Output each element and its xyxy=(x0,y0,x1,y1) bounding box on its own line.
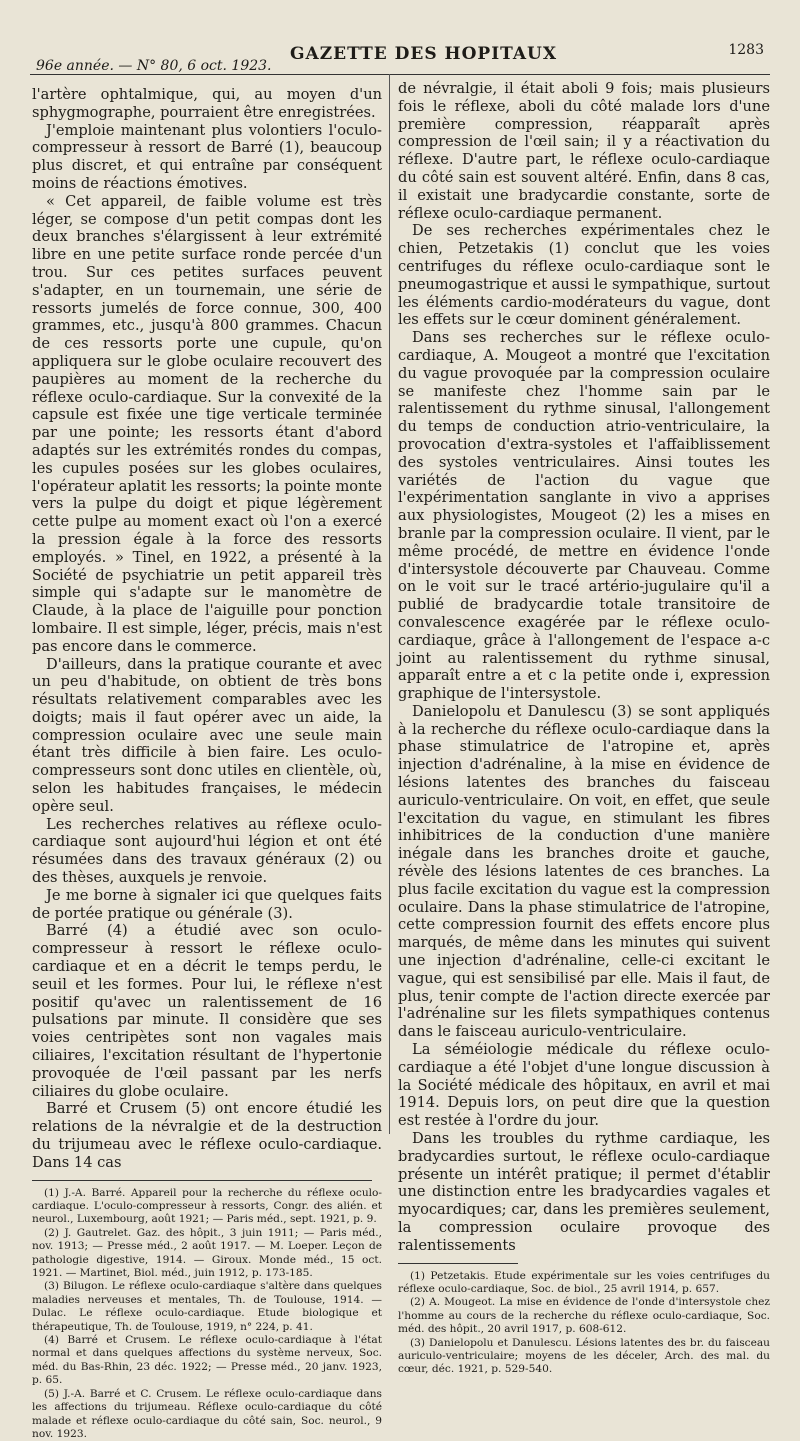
paragraph: D'ailleurs, dans la pratique courante et avec un peu d'habitude, on obtient de très bons résultats relativement comparables avec les doigts; mais il faut opérer avec un aide, la compression oculaire avec une seule main étant très difficile à bien faire. Les oculo-compresseurs sont donc utiles en clientèle, où, selon les habitudes françaises, le médecin opère seul. xyxy=(32,655,382,815)
paragraph: « Cet appareil, de faible volume est très léger, se compose d'un petit compas dont les deux branches s'élargissent à leur extrémité libre en une petite surface ronde percée d'un trou. Sur ces petites surfaces peuvent s'adapter, en un tournemain, une série de ressorts jumelés de force connue, 300, 400 grammes, etc., jusqu'à 800 grammes. Chacun de ces ressorts porte une cupule, qu'on appliquera sur le globe oculaire recouvert des paupières au moment de la recherche du réflexe oculo-cardiaque. Sur la convexité de la capsule est fixée une tige verticale terminée par une pointe; les ressorts étant d'abord adaptés sur les extrémités rondes du compas, les cupules posées sur les globes oculaires, l'opérateur aplatit les ressorts; la pointe monte vers la pulpe du doigt et pique légèrement cette pulpe au moment exact où l'on a exercé la pression égale à la force des ressorts employés. » Tinel, en 1922, a présenté à la Société de psychiatrie un petit appareil très simple qui s'adapte sur le manomètre de Claude, à la place de l'aiguille pour ponction lombaire. Il est simple, léger, précis, mais n'est pas encore dans le commerce. xyxy=(32,192,382,655)
footnote: (1) J.-A. Barré. Appareil pour la recherche du réflexe oculo-cardiaque. L'oculo-compresseur à ressorts, Congr. des alién. et neurol., Luxembourg, août 1921; — Paris méd., sept. 1921, p. 9. xyxy=(32,1186,382,1226)
column-divider xyxy=(389,74,390,1134)
issue-info: 96e année. — N° 80, 6 oct. 1923. xyxy=(36,58,272,74)
paragraph: Barré (4) a étudié avec son oculo-compresseur à ressort le réflexe oculo-cardiaque et en a décrit le temps perdu, le seuil et les formes. Pour lui, le réflexe n'est positif qu'avec un ralentissement de 16 pulsations par minute. Il considère que ses voies centripètes sont non vagales mais ciliaires, l'excitation résultant de l'hypertonie provoquée de l'œil passant par les nerfs ciliaires du globe oculaire. xyxy=(32,922,382,1100)
footnote: (5) J.-A. Barré et C. Crusem. Le réflexe oculo-cardiaque dans les affections du trijumeau. Réflexe oculo-cardiaque du côté malade et réflexe oculo-cardiaque du côté sain, Soc. neurol., 9 nov. 1923. xyxy=(32,1387,382,1440)
paragraph: De ses recherches expérimentales chez le chien, Petzetakis (1) conclut que les voies centrifuges du réflexe oculo-cardiaque sont le pneumogastrique et aussi le sympathique, surtout les éléments cardio-modérateurs du vague, dont les effets sur le cœur dominent généralement. xyxy=(398,222,770,329)
footnote-rule xyxy=(398,1263,518,1264)
footnote: (1) Petzetakis. Etude expérimentale sur les voies centrifuges du réflexe oculo-cardiaque, Soc. de biol., 25 avril 1914, p. 657. xyxy=(398,1269,770,1295)
paragraph: l'artère ophtalmique, qui, au moyen d'un sphygmographe, pourraient être enregistrées. xyxy=(32,86,382,121)
left-body xyxy=(32,86,382,1172)
paragraph: Barré et Crusem (5) ont encore étudié les relations de la névralgie et de la destruction du trijumeau avec le réflexe oculo-cardiaque. Dans 14 cas xyxy=(32,1100,382,1171)
paragraph: Danielopolu et Danulescu (3) se sont appliqués à la recherche du réflexe oculo-cardiaque dans la phase stimulatrice de l'atropine et, après injection d'adrénaline, à la mise en évidence de lésions latentes des branches du faisceau auriculo-ventriculaire. On voit, en effet, que seule l'excitation du vague, en stimulant les fibres inhibitrices de la conduction d'une manière inégale dans les branches droite et gauche, révèle des lésions latentes de ces branches. La plus facile excitation du vague est la compression oculaire. Dans la phase stimulatrice de l'atropine, cette compression fournit des effets encore plus marqués, de même dans les minutes qui suivent une injection d'adrénaline, celle-ci excitant le vague, qui est sensibilisé par elle. Mais il faut, de plus, tenir compte de l'action directe exercée par l'adrénaline sur les filets sympathiques contenus dans le faisceau auriculo-ventriculaire. xyxy=(398,702,770,1041)
footnote: (3) Bilugon. Le réflexe oculo-cardiaque s'altère dans quelques maladies nerveuses et mentales, Th. de Toulouse, 1914. — Dulac. Le réflexe oculo-cardiaque. Etude biologique et thérapeutique, Th. de Toulouse, 1919, n° 224, p. 41. xyxy=(32,1280,382,1333)
paragraph: J'emploie maintenant plus volontiers l'oculo-compresseur à ressort de Barré (1), beaucoup plus discret, et qui entraîne par conséquent moins de réactions émotives. xyxy=(32,121,382,192)
page-header xyxy=(0,42,800,72)
footnote-rule xyxy=(32,1180,372,1181)
paragraph: Je me borne à signaler ici que quelques faits de portée pratique ou générale (3). xyxy=(32,886,382,922)
footnote: (4) Barré et Crusem. Le réflexe oculo-cardiaque à l'état normal et dans quelques affections du système nerveux, Soc. méd. du Bas-Rhin, 23 déc. 1922; — Presse méd., 20 janv. 1923, p. 65. xyxy=(32,1334,382,1387)
footnote: (3) Danielopolu et Danulescu. Lésions latentes des br. du faisceau auriculo-ventriculaire; moyens de les déceler, Arch. des mal. du cœur, déc. 1921, p. 529-540. xyxy=(398,1336,770,1376)
paragraph: Dans les troubles du rythme cardiaque, les bradycardies surtout, le réflexe oculo-cardiaque présente un intérêt pratique; il permet d'établir une distinction entre les bradycardies vagales et myocardiques; car, dans les premières seulement, la compression oculaire provoque des ralentissements xyxy=(398,1130,770,1254)
journal-title: GAZETTE DES HOPITAUX xyxy=(290,44,558,64)
left-column xyxy=(32,86,382,1440)
paragraph: Dans ses recherches sur le réflexe oculo-cardiaque, A. Mougeot a montré que l'excitation du vague provoquée par la compression oculaire se manifeste chez l'homme sain par le ralentissement du rythme sinusal, l'allongement du temps de conduction atrio-ventriculaire, la provocation d'extra-systoles et l'affaiblissement des systoles ventriculaires. Ainsi toutes les variétés de l'action du vague que l'expérimentation sanglante in vivo a apprises aux physiologistes, Mougeot (2) les a mises en branle par la compression oculaire. Il vient, par le même procédé, de mettre en évidence l'onde d'intersystole découverte par Chauveau. Comme on le voit sur le tracé artério-jugulaire qu'il a publié de bradycardie totale transitoire de convalescence exagérée par le réflexe oculo-cardiaque, grâce à l'allongement de l'espace a-c joint au ralentissement du rythme sinusal, apparaît entre a et c la petite onde i, expression graphique de l'intersystole. xyxy=(398,329,770,703)
page-number: 1283 xyxy=(728,42,764,58)
header-rule xyxy=(30,74,770,75)
right-column xyxy=(398,80,770,1376)
right-body xyxy=(398,80,770,1255)
right-footnotes xyxy=(398,1270,770,1377)
footnote: (2) A. Mougeot. La mise en évidence de l'onde d'intersystole chez l'homme au cours de la recherche du réflexe oculo-cardiaque, Soc. méd. des hôpit., 20 avril 1917, p. 608-612. xyxy=(398,1296,770,1336)
footnote: (2) J. Gautrelet. Gaz. des hôpit., 3 juin 1911; — Paris méd., nov. 1913; — Presse méd., 2 août 1917. — M. Loeper. Leçon de pathologie digestive, 1914. — Giroux. Monde méd., 15 oct. 1921. — Martinet, Biol. méd., juin 1912, p. 173-185. xyxy=(32,1226,382,1280)
paragraph: de névralgie, il était aboli 9 fois; mais plusieurs fois le réflexe, aboli du côté malade lors d'une première compression, réapparaît après compression de l'œil sain; il y a réactivation du réflexe. D'autre part, le réflexe oculo-cardiaque du côté sain est souvent altéré. Enfin, dans 8 cas, il existait une bradycardie constante, sorte de réflexe oculo-cardiaque permanent. xyxy=(398,80,770,222)
paragraph: La séméiologie médicale du réflexe oculo-cardiaque a été l'objet d'une longue discussion à la Société médicale des hôpitaux, en avril et mai 1914. Depuis lors, on peut dire que la question est restée à l'ordre du jour. xyxy=(398,1041,770,1130)
left-footnotes xyxy=(32,1187,382,1441)
paragraph: Les recherches relatives au réflexe oculo-cardiaque sont aujourd'hui légion et ont été résumées dans des travaux généraux (2) ou des thèses, auxquels je renvoie. xyxy=(32,815,382,887)
